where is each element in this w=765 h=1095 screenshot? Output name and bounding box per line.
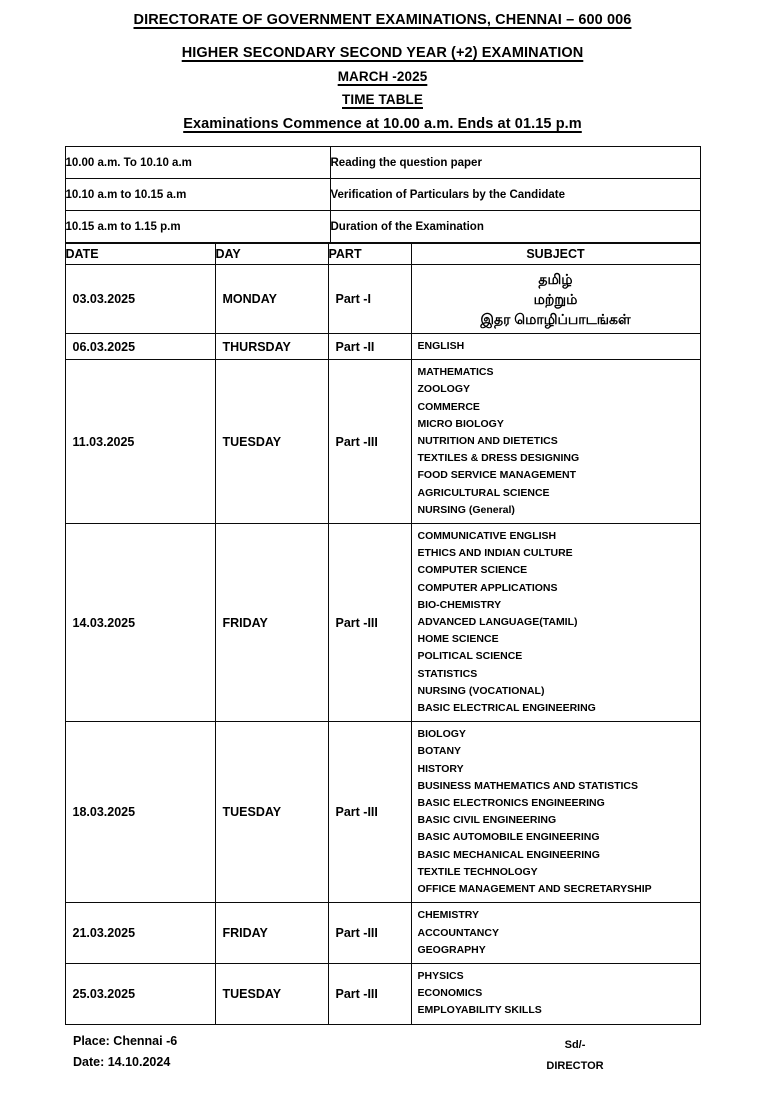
subject-item: ACCOUNTANCY (417, 926, 499, 939)
footer-place-date (73, 1031, 177, 1073)
cell-subject (411, 265, 700, 334)
subject-item: COMMUNICATIVE ENGLISH (417, 530, 557, 543)
cell-day: FRIDAY (215, 524, 328, 722)
doc-type: TIME TABLE (342, 92, 423, 107)
cell-part: Part -II (328, 334, 411, 360)
subject-item: FOOD SERVICE MANAGEMENT (417, 469, 576, 482)
timing-note-line (0, 116, 765, 132)
footer-date: Date: 14.10.2024 (73, 1054, 171, 1069)
column-header-subject: SUBJECT (411, 244, 700, 265)
cell-subject (411, 722, 700, 903)
table-row (65, 722, 700, 903)
cell-subject (411, 524, 700, 722)
timing-note: Examinations Commence at 10.00 a.m. Ends at 01.15 p.m (183, 116, 582, 132)
subject-item: BOTANY (417, 745, 462, 758)
table-row (65, 360, 700, 524)
table-row (65, 147, 700, 179)
cell-part: Part -III (328, 360, 411, 524)
cell-day: TUESDAY (215, 722, 328, 903)
subject-item: ECONOMICS (417, 987, 483, 1000)
month-year: MARCH -2025 (337, 69, 428, 84)
cell-date: 11.03.2025 (65, 360, 215, 524)
exam-timing-table (65, 146, 701, 243)
timing-activity: Verification of Particulars by the Candidate (330, 179, 700, 211)
table-row (65, 179, 700, 211)
schedule-table-body (65, 265, 700, 1025)
subject-item: TEXTILES & DRESS DESIGNING (417, 452, 580, 465)
footer-place: Place: Chennai -6 (73, 1033, 178, 1048)
footer-signature-block (475, 1035, 675, 1077)
subject-item: PHYSICS (417, 969, 464, 982)
subject-item: NURSING (General) (417, 503, 515, 516)
cell-subject (411, 360, 700, 524)
subject-item: ETHICS AND INDIAN CULTURE (417, 547, 573, 560)
subject-item: BUSINESS MATHEMATICS AND STATISTICS (417, 779, 638, 792)
cell-date: 03.03.2025 (65, 265, 215, 334)
cell-date: 21.03.2025 (65, 903, 215, 964)
subject-item: மற்றும் (533, 291, 578, 307)
subject-item: GEOGRAPHY (417, 943, 486, 956)
table-row (65, 211, 700, 243)
subject-item: ADVANCED LANGUAGE(TAMIL) (417, 616, 578, 629)
subject-item: BASIC CIVIL ENGINEERING (417, 814, 557, 827)
page-title (0, 12, 765, 28)
table-row (65, 265, 700, 334)
table-row (65, 334, 700, 360)
column-header-date: DATE (65, 244, 215, 265)
subject-item: NUTRITION AND DIETETICS (417, 435, 558, 448)
subject-item: POLITICAL SCIENCE (417, 650, 523, 663)
subject-item: BASIC MECHANICAL ENGINEERING (417, 848, 600, 861)
directorate-title: DIRECTORATE OF GOVERNMENT EXAMINATIONS, CHENNAI – 600 006 (133, 12, 632, 28)
subject-item: BIOLOGY (417, 728, 466, 741)
cell-day: TUESDAY (215, 963, 328, 1024)
subject-item: BASIC AUTOMOBILE ENGINEERING (417, 831, 600, 844)
subject-item: EMPLOYABILITY SKILLS (417, 1004, 542, 1017)
cell-part: Part -III (328, 722, 411, 903)
subject-item: ZOOLOGY (417, 383, 470, 396)
timing-activity: Reading the question paper (330, 147, 700, 179)
cell-part: Part -I (328, 265, 411, 334)
timing-activity: Duration of the Examination (330, 211, 700, 243)
cell-date: 06.03.2025 (65, 334, 215, 360)
cell-date: 14.03.2025 (65, 524, 215, 722)
timing-table-body (65, 147, 700, 243)
cell-date: 18.03.2025 (65, 722, 215, 903)
subject-item: NURSING (VOCATIONAL) (417, 684, 545, 697)
cell-date: 25.03.2025 (65, 963, 215, 1024)
cell-day: MONDAY (215, 265, 328, 334)
cell-subject (411, 903, 700, 964)
subject-item: BIO-CHEMISTRY (417, 598, 502, 611)
signature-mark: Sd/- (564, 1038, 586, 1051)
timing-slot: 10.15 a.m to 1.15 p.m (65, 211, 330, 243)
subject-item: MICRO BIOLOGY (417, 417, 504, 430)
subject-item: STATISTICS (417, 667, 478, 680)
subject-item: OFFICE MANAGEMENT AND SECRETARYSHIP (417, 883, 652, 896)
subject-item: AGRICULTURAL SCIENCE (417, 486, 550, 499)
subject-item: COMMERCE (417, 400, 480, 413)
subject-item: CHEMISTRY (417, 909, 479, 922)
subject-item: இதர மொழிப்பாடங்கள் (480, 311, 631, 327)
timing-slot: 10.00 a.m. To 10.10 a.m (65, 147, 330, 179)
document-header (0, 0, 765, 132)
subject-item: தமிழ் (538, 271, 573, 287)
cell-part: Part -III (328, 903, 411, 964)
signature-designation: DIRECTOR (546, 1059, 604, 1072)
cell-day: THURSDAY (215, 334, 328, 360)
subject-item: BASIC ELECTRICAL ENGINEERING (417, 702, 596, 715)
exam-title-line (0, 45, 765, 61)
document-footer (65, 1031, 700, 1081)
doc-type-line (0, 92, 765, 107)
cell-part: Part -III (328, 524, 411, 722)
table-header-row (65, 244, 700, 265)
subject-item: COMPUTER APPLICATIONS (417, 581, 558, 594)
subject-item: BASIC ELECTRONICS ENGINEERING (417, 797, 605, 810)
month-year-line (0, 69, 765, 84)
table-row (65, 963, 700, 1024)
cell-day: FRIDAY (215, 903, 328, 964)
subject-item: HISTORY (417, 762, 464, 775)
cell-subject (411, 334, 700, 360)
subject-item: MATHEMATICS (417, 366, 494, 379)
cell-subject (411, 963, 700, 1024)
subject-item: ENGLISH (417, 340, 465, 352)
subject-item: TEXTILE TECHNOLOGY (417, 865, 538, 878)
exam-title: HIGHER SECONDARY SECOND YEAR (+2) EXAMINATION (181, 45, 584, 61)
table-row (65, 903, 700, 964)
column-header-day: DAY (215, 244, 328, 265)
column-header-part: PART (328, 244, 411, 265)
subject-item: COMPUTER SCIENCE (417, 564, 528, 577)
subject-item: HOME SCIENCE (417, 633, 499, 646)
table-row (65, 524, 700, 722)
schedule-table-head (65, 244, 700, 265)
exam-schedule-table (65, 243, 701, 1025)
cell-day: TUESDAY (215, 360, 328, 524)
timing-slot: 10.10 a.m to 10.15 a.m (65, 179, 330, 211)
cell-part: Part -III (328, 963, 411, 1024)
